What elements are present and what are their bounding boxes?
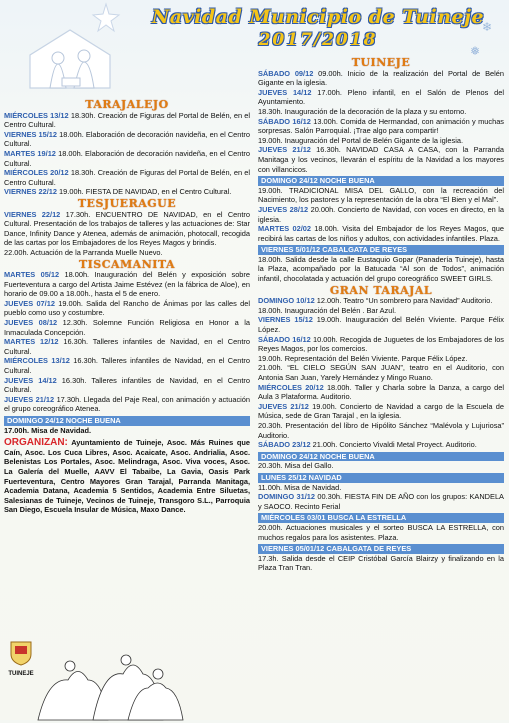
entry-text: 20.00h. Concierto de Navidad, con voces en directo, en la iglesia. bbox=[258, 204, 504, 224]
title-line-2: 2017/2018 bbox=[258, 30, 378, 50]
entry-text: 18.00h. Visita del Embajador de los Reyes Magos, que recibirá las cartas de los niños y adultos, con actividades infantiles. Plaza. bbox=[258, 224, 504, 243]
entry-date: VIERNES 22/12 bbox=[4, 209, 61, 219]
event-entry bbox=[258, 296, 504, 306]
event-entry bbox=[4, 299, 250, 318]
entry-date: JUEVES 28/12 bbox=[258, 204, 309, 214]
page-title bbox=[138, 6, 498, 50]
event-entry bbox=[258, 354, 504, 364]
event-entry bbox=[258, 383, 504, 402]
entry-text: 13.00h. Comida de Hermandad, con animación y muchas sorpresas. Salón Parroquial. ¡Trae algo para compartir! bbox=[258, 116, 504, 136]
entry-text: 21.00h. “EL CIELO SEGÚN SAN JUAN”, teatro en el Auditorio, con Antonia San Juan, Yarely Hernández y Mingo Ruano. bbox=[258, 363, 504, 382]
event-entry bbox=[258, 402, 504, 421]
event-entry bbox=[258, 554, 504, 573]
section-title-tarajalejo: TARAJALEJO bbox=[85, 98, 169, 111]
entry-date: MIÉRCOLES 20/12 bbox=[258, 382, 324, 392]
entry-text: 12.30h. Solemne Función Religiosa en Honor a la Inmaculada Concepción. bbox=[4, 318, 250, 337]
event-entry bbox=[4, 168, 250, 187]
event-entry bbox=[258, 107, 504, 117]
event-entry bbox=[4, 270, 250, 299]
tiscamanita-last: 17.00h. Misa de Navidad. bbox=[4, 425, 92, 435]
entry-date: VIERNES 15/12 bbox=[258, 315, 313, 325]
event-heading: DOMINGO 24/12 NOCHE BUENA bbox=[4, 416, 250, 426]
entry-text: 09.00h. Inicio de la realización del Portal de Belén Gigante en la iglesia. bbox=[258, 68, 504, 88]
event-entry bbox=[4, 149, 250, 168]
entry-text: 19.00h. Concierto de Navidad a cargo de la Escuela de Música, sede de Gran Tarajal , en la iglesia. bbox=[258, 401, 504, 421]
entry-text: 18.30h. Creación de Figuras del Portal de Belén, en el Centro Cultural. bbox=[4, 110, 251, 130]
entry-text: 11.00h. Misa de Navidad. bbox=[258, 482, 342, 492]
entry-text: 17.30h. ENCUENTRO DE NAVIDAD, en el Centro Cultural. Presentación de los trabajos de talleres y las actuaciones de: Star Dance, Infinity Dance y Atenea, además de animación, photocall, recogida de las cartas por los Embajadores de los Reyes Magos y brindis. bbox=[4, 209, 250, 248]
event-heading: DOMINGO 24/12 NOCHE BUENA bbox=[258, 452, 504, 462]
entry-date: MIÉRCOLES 13/12 bbox=[4, 356, 70, 366]
entry-text: 19.00h. TRADICIONAL MISA DEL GALLO, con la recreación del Nacimiento, los pastores y la representación de la obra “El Bien y el Mal”. bbox=[258, 185, 504, 205]
entry-date: SÁBADO 16/12 bbox=[258, 116, 311, 126]
entry-text: 18.00h. Inauguración del Belén . Bar Azul. bbox=[258, 305, 397, 315]
entry-text: 19.00h. Salida del Rancho de Ánimas por las calles del pueblo como uso y costumbre. bbox=[4, 298, 250, 318]
entry-text: 18.00h. Inauguración del Belén y exposición sobre Fuerteventura a cargo del Artista Jaime Estévez (en la fábrica de Aloe), en horario de 09.00 a 18.00h., hasta el 5 de enero. bbox=[4, 270, 250, 299]
event-entry bbox=[4, 111, 250, 130]
tuineje-logo bbox=[6, 640, 36, 677]
entry-text: 18.30h. Inauguración de la decoración de la plaza y su entorno. bbox=[258, 106, 467, 116]
left-column bbox=[4, 98, 250, 515]
snowflake-icon: ❄ bbox=[482, 20, 493, 34]
event-entry bbox=[4, 356, 250, 375]
event-entry bbox=[4, 187, 250, 197]
entry-date: JUEVES 21/12 bbox=[258, 401, 309, 411]
entry-date: VIERNES 22/12 bbox=[4, 187, 57, 197]
entry-date: SÁBADO 16/12 bbox=[258, 334, 311, 344]
event-entry bbox=[258, 117, 504, 136]
event-entry bbox=[258, 88, 504, 107]
section-title-tiscamanita: TISCAMANITA bbox=[78, 257, 176, 271]
tesjuerague-entry bbox=[4, 210, 250, 248]
logo-text: TUINEJE bbox=[8, 671, 34, 677]
event-entry bbox=[258, 136, 504, 146]
entry-text: 19.00h. Inauguración del Portal de Belén Gigante de la iglesia. bbox=[258, 135, 464, 145]
entry-text: 10.00h. Recogida de Juguetes de los Embajadores de los Reyes Magos, por los comercios. bbox=[258, 334, 505, 354]
event-entry bbox=[4, 337, 250, 356]
entry-date: SÁBADO 23/12 bbox=[258, 440, 311, 450]
entry-date: MARTES 05/12 bbox=[4, 270, 60, 280]
tesjuerague-extra: 22.00h. Actuación de la Parranda Muelle Nuevo. bbox=[4, 247, 163, 257]
organizers-text: Ayuntamiento de Tuineje, Asoc. Más Ruines que Caín, Asoc. Los Cuca Libres, Asoc. Acaicate, Asoc. Andrialia, Asoc. Belenistas Los Portales, Asoc. Melindraga, Asoc. Viva voces, Asoc. La Galería del Muelle, AAVV El Tabaibe, La Gavia, Oasis Park Fuerteventura, Centro Mayores Gran Tarajal, Parranda Manitaga, Academia Datana, Academia 5 Sentidos, Academia Entre Siluetas, Salesianas de Tuineje, Vecinos de Tuineje, Transgoro S.L., Parroquia San Diego, Escuela Insular de Música, Maxo Dance. bbox=[4, 438, 250, 515]
entry-date: JUEVES 21/12 bbox=[258, 145, 311, 155]
entry-date: VIERNES 15/12 bbox=[4, 129, 58, 139]
event-entry bbox=[258, 224, 504, 243]
entry-text: 18.00h. Elaboración de decoración navideña, en el Centro Cultural. bbox=[4, 148, 251, 168]
event-entry bbox=[258, 363, 504, 382]
snowflake-icon: ❅ bbox=[470, 44, 481, 58]
event-entry bbox=[258, 145, 504, 174]
entry-date: MARTES 02/02 bbox=[258, 224, 311, 234]
entry-text: 20.30h. Presentación del libro de Hipólito Sánchez “Malévola y Lujuriosa” Auditorio. bbox=[258, 420, 504, 440]
organizers-block bbox=[4, 438, 250, 515]
section-title-tesjuerague: TESJUERAGUE bbox=[77, 196, 177, 210]
event-heading: LUNES 25/12 NAVIDAD bbox=[258, 473, 504, 483]
event-entry bbox=[4, 376, 250, 395]
entry-text: 12.00h. Teatro “Un sombrero para Navidad” Auditorio. bbox=[314, 296, 493, 306]
entry-text: 18.00h. Salida desde la calle Eustaquio Gopar (Panadería Tuineje), hasta la Plaza, acompañado por la Batucada “Al son de Todos”, animación infantil, chocolatada y actuación del grupo coreográfico SWEET GIRLS. bbox=[258, 254, 504, 284]
event-entry bbox=[258, 421, 504, 440]
entry-date: JUEVES 14/12 bbox=[258, 87, 312, 97]
event-entry bbox=[258, 335, 504, 354]
entry-text: 19.00h. FIESTA DE NAVIDAD, en el Centro Cultural. bbox=[57, 187, 232, 197]
entry-date: DOMINGO 10/12 bbox=[258, 296, 315, 306]
event-heading: MIÉRCOLES 03/01 BUSCA LA ESTRELLA bbox=[258, 513, 504, 523]
entry-date: DOMINGO 31/12 bbox=[258, 492, 315, 502]
entry-text: 16.30h. Talleres infantiles de Navidad, en el Centro Cultural. bbox=[4, 337, 250, 356]
organizers-label: ORGANIZAN: bbox=[4, 437, 68, 449]
entry-date: JUEVES 07/12 bbox=[4, 298, 55, 308]
entry-date: MIÉRCOLES 20/12 bbox=[4, 168, 69, 178]
coat-of-arms-icon bbox=[9, 640, 33, 666]
event-entry bbox=[4, 395, 250, 414]
event-heading: VIERNES 5/01/12 CABALGATA DE REYES bbox=[258, 245, 504, 255]
entry-date: MARTES 12/12 bbox=[4, 337, 59, 347]
entry-date: MARTES 19/12 bbox=[4, 148, 56, 158]
right-column bbox=[258, 56, 504, 573]
entry-date: SÁBADO 09/12 bbox=[258, 68, 314, 78]
entry-text: 00.30h. FIESTA FIN DE AÑO con los grupos: KANDELA y SAOCO. Recinto Ferial bbox=[258, 492, 504, 511]
event-entry bbox=[258, 205, 504, 224]
entry-text: 18.00h. Taller y Charla sobre la Danza, a cargo del Aula 3 Plataforma. Auditorio. bbox=[258, 382, 504, 402]
entry-text: 20.00h. Actuaciones musicales y el sorteo BUSCA LA ESTRELLA, con muchos regalos para los asistentes. Plaza. bbox=[258, 522, 504, 542]
event-entry bbox=[258, 483, 504, 493]
section-title-gran-tarajal: GRAN TARAJAL bbox=[329, 283, 433, 297]
event-heading: DOMINGO 24/12 NOCHE BUENA bbox=[258, 176, 504, 186]
entry-text: 17.3h. Salida desde el CEIP Cristóbal García Blairzy y finalizando en la Plaza Tran Tran. bbox=[258, 553, 504, 573]
entry-date: JUEVES 21/12 bbox=[4, 394, 55, 404]
event-entry bbox=[258, 306, 504, 316]
entry-text: 19.00h. Representación del Belén Viviente. Parque Félix López. bbox=[258, 353, 468, 363]
event-entry bbox=[258, 69, 504, 88]
title-line-1: Navidad Municipio de Tuineje bbox=[151, 6, 485, 28]
event-entry bbox=[258, 461, 504, 471]
event-entry bbox=[4, 318, 250, 337]
entry-date: JUEVES 14/12 bbox=[4, 375, 57, 385]
section-title-tuineje: TUINEJE bbox=[351, 56, 411, 69]
entry-text: 16.30h. Talleres infantiles de Navidad, en el Centro Cultural. bbox=[4, 356, 250, 376]
entry-text: 21.00h. Concierto Vivaldi Metal Proyect. Auditorio. bbox=[310, 440, 477, 450]
event-entry bbox=[258, 255, 504, 284]
entry-text: 18.00h. Elaboración de decoración navideña, en el Centro Cultural. bbox=[4, 129, 250, 149]
event-heading: VIERNES 05/01/12 CABALGATA DE REYES bbox=[258, 544, 504, 554]
entry-date: JUEVES 08/12 bbox=[4, 318, 58, 328]
event-entry bbox=[258, 492, 504, 511]
entry-text: 16.30h. NAVIDAD CASA A CASA, con la Parranda Manitaga y los vecinos, llevarán el espíritu de la Navidad a los mayores con villancicos. bbox=[258, 145, 504, 174]
entry-text: 17.00h. Pleno infantil, en el Salón de Plenos del Ayuntamiento. bbox=[258, 87, 505, 107]
entry-date: MIÉRCOLES 13/12 bbox=[4, 110, 69, 120]
nativity-illustration bbox=[10, 0, 140, 90]
entry-text: 18.30h. Creación de Figuras del Portal de Belén, en el Centro Cultural. bbox=[4, 168, 251, 187]
entry-text: 16.30h. Talleres infantiles de Navidad, en el Centro Cultural. bbox=[4, 375, 250, 395]
event-entry bbox=[258, 523, 504, 542]
entry-text: 17.30h. Llegada del Paje Real, con animación y actuación el grupo coreográfico Atenea. bbox=[4, 394, 250, 414]
entry-text: 20.30h. Misa del Gallo. bbox=[258, 461, 334, 471]
event-entry bbox=[258, 440, 504, 450]
entry-text: 19.00h. Inauguración del Belén Viviente. Parque Félix López. bbox=[258, 315, 505, 335]
event-entry bbox=[258, 186, 504, 205]
event-entry bbox=[4, 130, 250, 149]
event-entry bbox=[258, 315, 504, 334]
